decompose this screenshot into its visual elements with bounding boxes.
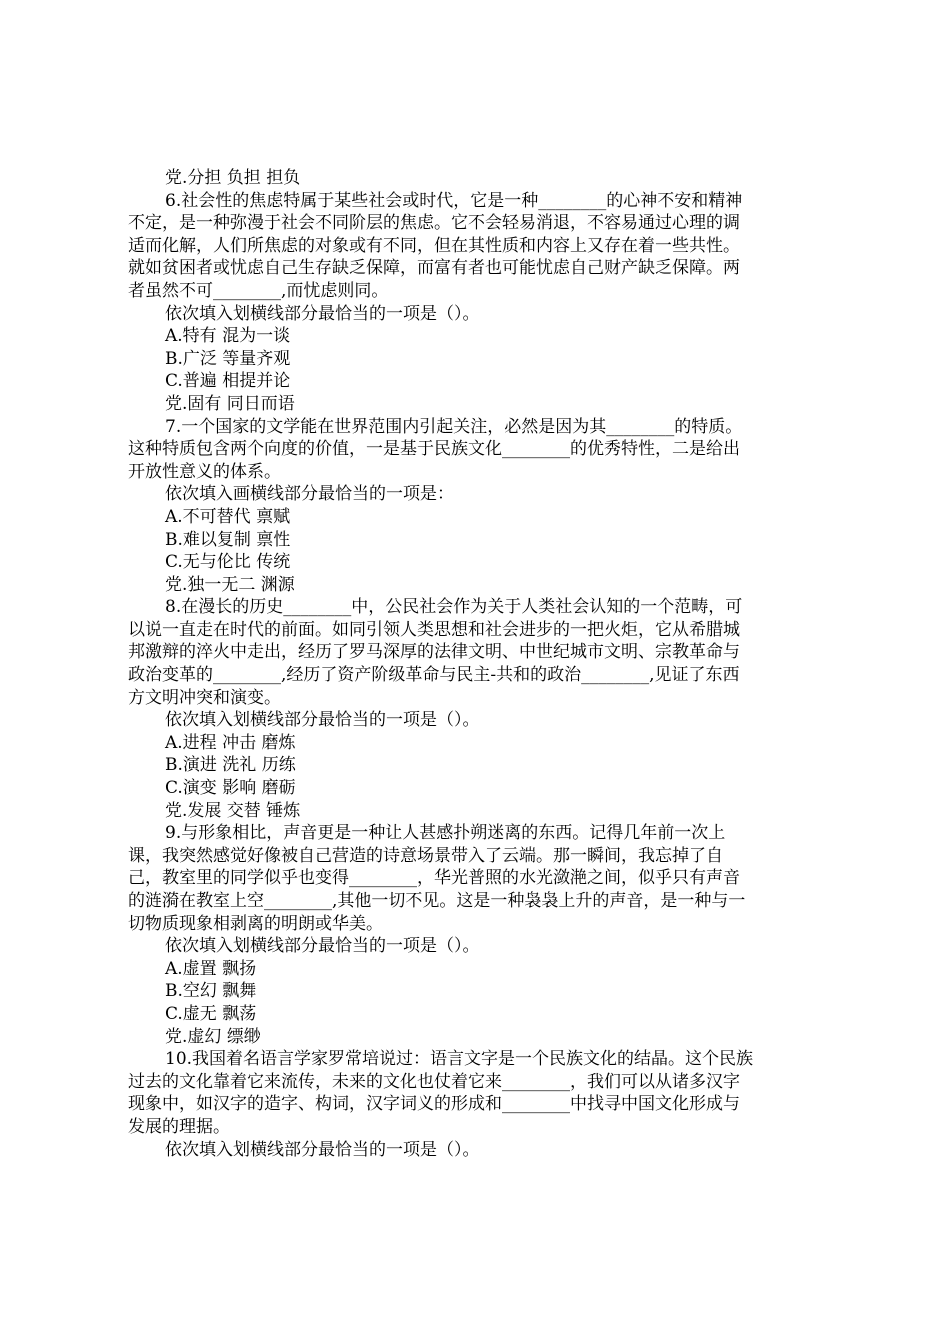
text-line: 课，我突然感觉好像被自己营造的诗意场景带入了云端。那一瞬间，我忘掉了自: [128, 845, 723, 866]
text-line: 依次填入划横线部分最恰当的一项是（）。: [165, 710, 480, 731]
text-line: 7.一个国家的文学能在世界范围内引起关注，必然是因为其________的特质。: [165, 416, 743, 437]
text-line: 的涟漪在教室上空________,其他一切不见。这是一种袅袅上升的声音，是一种与一: [128, 891, 746, 911]
text-line: 8.在漫长的历史________中，公民社会作为关于人类社会认知的一个范畴，可: [165, 597, 743, 618]
text-line: 党.独一无二 渊源: [165, 574, 295, 595]
text-line: A.不可替代 禀赋: [165, 506, 291, 527]
text-line: 依次填入划横线部分最恰当的一项是（）。: [165, 936, 480, 957]
document-page: [128, 167, 838, 1161]
text-line: 邦激辩的淬火中走出，经历了罗马深厚的法律文明、中世纪城市文明、宗教革命与: [128, 642, 740, 663]
text-line: 适而化解，人们所焦虑的对象或有不同，但在其性质和内容上又存在着一些共性。: [128, 235, 740, 256]
text-line: 10.我国着名语言学家罗常培说过：语言文字是一个民族文化的结晶。这个民族: [165, 1049, 754, 1070]
text-line: 这种特质包含两个向度的价值，一是基于民族文化________的优秀特性，二是给出: [128, 439, 740, 460]
text-line: B.难以复制 禀性: [165, 529, 291, 550]
text-line: 9.与形象相比，声音更是一种让人甚感扑朔迷离的东西。记得几年前一次上: [165, 823, 726, 844]
text-line: 现象中，如汉字的造字、构词，汉字词义的形成和________中找寻中国文化形成与: [128, 1094, 740, 1115]
text-line: 以说一直走在时代的前面。如同引领人类思想和社会进步的一把火炬，它从希腊城: [128, 619, 740, 640]
text-line: A.虚置 飘扬: [165, 958, 257, 979]
text-line: 不定，是一种弥漫于社会不同阶层的焦虑。它不会轻易消退，不容易通过心理的调: [128, 213, 740, 234]
text-line: 就如贫困者或忧虑自己生存缺乏保障，而富有者也可能忧虑自己财产缺乏保障。两: [128, 258, 740, 279]
text-line: 党.分担 负担 担负: [165, 168, 301, 188]
text-line: 依次填入划横线部分最恰当的一项是（）。: [165, 303, 480, 324]
text-line: 依次填入画横线部分最恰当的一项是：: [165, 484, 454, 505]
text-line: 党.虚幻 缥缈: [165, 1026, 261, 1047]
text-line: C.演变 影响 磨砺: [165, 778, 296, 799]
text-line: A.特有 混为一谈: [165, 326, 291, 347]
text-line: B.演进 洗礼 历练: [165, 755, 296, 776]
text-line: 者虽然不可________,而忧虑则同。: [128, 280, 389, 301]
text-line: 党.固有 同日而语: [165, 393, 295, 414]
text-line: B.广泛 等量齐观: [165, 348, 291, 369]
text-line: B.空幻 飘舞: [165, 981, 257, 1002]
text-line: 过去的文化靠着它来流传，未来的文化也仗着它来________，我们可以从诸多汉字: [128, 1071, 740, 1092]
text-line: 依次填入划横线部分最恰当的一项是（）。: [165, 1139, 480, 1160]
text-line: 6.社会性的焦虑特属于某些社会或时代，它是一种________的心神不安和精神: [165, 190, 743, 211]
text-line: 切物质现象相剥离的明朗或华美。: [128, 913, 383, 934]
text-line: C.虚无 飘荡: [165, 1003, 257, 1024]
text-line: 己，教室里的同学似乎也变得________，华光普照的水光潋滟之间，似乎只有声音: [128, 868, 740, 889]
text-line: C.普遍 相提并论: [165, 371, 291, 392]
text-line: C.无与伦比 传统: [165, 552, 291, 573]
text-line: 政治变革的________,经历了资产阶级革命与民主-共和的政治________,见证了东西: [128, 665, 740, 686]
text-line: 党.发展 交替 锤炼: [165, 800, 301, 821]
text-line: 发展的理据。: [128, 1116, 230, 1137]
text-line: 开放性意义的体系。: [128, 461, 281, 482]
text-line: A.进程 冲击 磨炼: [165, 732, 296, 753]
text-line: 方文明冲突和演变。: [128, 687, 281, 708]
